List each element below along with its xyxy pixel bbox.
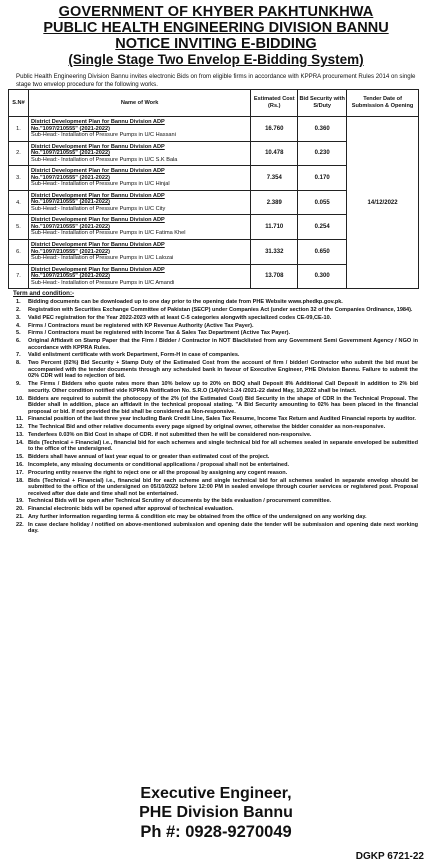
term-text: Technical Bids will be open after Technical Scrutiny of documents by the bids evaluation / procurement committee. [28,498,332,505]
term-item [16,338,418,351]
terms-list [16,299,418,535]
work-title: District Development Plan for Bannu Division ADP [30,119,165,126]
row-sn: 5. [9,215,29,240]
bidding-system-title: (Single Stage Two Envelop E-Bidding System) [68,52,364,67]
work-adp-number: No."1097/210555" (2021-2022) [30,150,110,157]
row-bid-security: 0.055 [298,190,347,215]
row-sn: 2. [9,141,29,166]
row-estimated-cost: 7.354 [251,166,298,191]
term-number: 11. [16,416,24,423]
signatory-phone: Ph #: 0928-9270049 [140,823,292,841]
work-sub-head: Sub-Head:- Installation of Pressure Pumps in U/C Fatima Khel [30,230,186,237]
division-title: PUBLIC HEALTH ENGINEERING DIVISION BANNU [43,20,389,36]
dgkp-reference: DGKP 6721-22 [355,851,424,862]
signature-block [0,784,432,842]
term-number: 10. [16,395,24,402]
work-sub-head: Sub-Head:- Installation of Pressure Pumps in U/C Hassani [30,132,176,139]
term-text: Original Affidavit on Stamp Paper that the Firm / Bidder / Contractor in NOT Blacklisted from any Government Semi Government Agency / NGO in accordance with KPPRA Rules. [28,338,418,351]
term-text: Procuring entity reserve the right to reject one or all the proposal by assigning any cogent reason. [28,469,288,476]
term-item [16,432,418,439]
term-text: Valid enlistment certificate with work Department, Form-H in case of companies. [28,352,240,359]
term-text: Any further information regarding terms & condition etc may be obtained from the office of the undersigned on any working day. [28,514,367,521]
term-number: 1. [16,299,21,306]
term-number: 13. [16,432,24,438]
work-sub-head: Sub-Head:- Installation of Pressure Pumps in U/C Amandi [30,279,175,286]
work-sub-head: Sub-Head:- Installation of Pressure Pumps in U/C City [30,205,166,212]
term-number: 2. [16,306,21,313]
term-item [16,424,418,431]
notice-header [0,0,432,68]
row-work [28,117,250,142]
term-number: 19. [16,498,24,505]
work-title: District Development Plan for Bannu Division ADP [30,168,165,175]
work-adp-number: No."1097/210555" (2021-2022) [30,174,110,181]
term-text: Financial electronic bids will be opened after approval of technical evaluation. [28,506,234,513]
header-tender-date: Tender Date of Submission & Opening [347,90,419,117]
signatory-designation: Executive Engineer, [140,785,292,802]
work-title: District Development Plan for Bannu Division ADP [30,192,165,199]
row-sn: 3. [9,166,29,191]
row-estimated-cost: 10.478 [251,141,298,166]
term-text: Bidders shall have annual of last year equal to or greater than estimated cost of the project. [28,454,270,461]
term-item [16,330,418,337]
term-number: 7. [16,352,21,359]
work-sub-head: Sub-Head:- Installation of Pressure Pumps in U/C Lalozai [30,255,174,262]
row-work [28,190,250,215]
term-text: Firms / Contractors must be registered with KP Revenue Authority (Active Tax Payer). [28,322,254,329]
term-item [16,315,418,322]
work-sub-head: Sub-Head:- Installation of Pressure Pumps in U/C S.K Bala [30,156,178,163]
tender-date-cell: 14/12/2022 [347,117,419,289]
row-sn: 1. [9,117,29,142]
term-number: 4. [16,322,21,329]
table-header-row [9,90,419,117]
term-item [16,381,418,394]
term-number: 21. [16,514,24,521]
term-number: 22. [16,521,24,528]
work-adp-number: No."1097/210555" (2021-2022) [30,125,110,132]
row-estimated-cost: 2.389 [251,190,298,215]
row-work [28,141,250,166]
term-text: Tenderfees 0.03% on Bid Cost in shape of CDR. if not submitted then he will be considered non-responsive. [28,432,312,438]
term-number: 14. [16,439,24,446]
row-bid-security: 0.254 [298,215,347,240]
row-estimated-cost: 16.760 [251,117,298,142]
work-title: District Development Plan for Bannu Division ADP [30,217,165,224]
term-number: 15. [16,454,24,461]
work-adp-number: No."1097/210555" (2021-2022) [30,273,110,280]
header-estimated-cost: Estimated Cost (Rs.) [251,90,298,117]
term-number: 16. [16,461,24,468]
government-title: GOVERNMENT OF KHYBER PAKHTUNKHWA [58,4,374,20]
row-bid-security: 0.170 [298,166,347,191]
term-number: 17. [16,469,24,476]
term-item [16,470,418,477]
row-work [28,239,250,264]
term-item [16,478,418,498]
term-number: 12. [16,424,24,431]
notice-title: NOTICE INVITING E-BIDDING [115,36,317,52]
term-text: Two Percent (02%) Bid Security + Stamp Duty of the Estimated Cost from the account of firm / bidder/ Contractor who submit the bid must be accompanied with the tender documents through any scheduled bank in favour of Executive Engineer, PHE Division Bannu. Failure to submit the 02% CDR will lead to rejection of bid. [28,360,418,380]
term-number: 5. [16,330,21,337]
table-row [9,117,419,142]
term-item [16,360,418,380]
header-name-of-work: Name of Work [28,90,250,117]
term-number: 6. [16,338,21,345]
term-text: In case declare holiday / notified on above-mentioned submission and opening date the tender will be submission and opening date next working day. [28,521,418,535]
term-text: Bidders are required to submit the photocopy of the 2% (of the Estimated Cost) Bid Security in the shape of CDR in the Technical Proposal. The Bidder shall in addition, place an affidavit in the technical proposal stating. "A Bid Security amounting to 02% has been placed in the financial proposal or bid. If not provided the bid shall be considered as Non-responsive. [28,395,418,415]
term-item [16,506,418,513]
row-sn: 6. [9,239,29,264]
term-number: 20. [16,506,24,513]
intro-paragraph: Public Health Engineering Division Bannu invites electronic Bids on from eligible firms in accordance with KPPRA procurement Rules 2014 on single stage two envelop procedure for the following works. [16,73,416,88]
term-text: Valid PEC registration for the Year 2022-2023 with at least C-5 categories alongwith specialized codes CE-09,CE-10. [28,314,332,321]
row-bid-security: 0.360 [298,117,347,142]
work-adp-number: No."1097/210555" (2021-2022) [30,248,110,255]
term-text: The Technical Bid and other relative documents every page signed by original owner, otherwise the bidder consider as non-responsive. [28,424,386,431]
works-table-body [9,117,419,289]
row-estimated-cost: 11.710 [251,215,298,240]
work-title: District Development Plan for Bannu Division ADP [30,266,165,273]
term-item [16,514,418,521]
term-text: Incomplete, any missing documents or conditional applications / proposal shall not be entertained. [28,461,290,468]
row-work [28,264,250,289]
term-number: 9. [16,381,21,388]
term-number: 8. [16,360,21,367]
row-work [28,166,250,191]
work-adp-number: No."1097/210555" (2021-2022) [30,223,110,230]
term-number: 3. [16,314,21,321]
term-number: 18. [16,477,24,484]
term-item [16,299,418,306]
row-work [28,215,250,240]
row-estimated-cost: 13.708 [251,264,298,289]
term-item [16,323,418,330]
row-bid-security: 0.230 [298,141,347,166]
term-item [16,352,418,359]
term-item [16,522,418,535]
term-text: Bids (Technical + Financial) i.e., financial bid for each schemes and single technical bid for all schemes sealed in separate enveloped be submitted to the office of the undersigned. [28,439,418,453]
signatory-office: PHE Division Bannu [139,804,293,821]
term-text: Bids (Technical + Financial) i.e., financial bid for each scheme and single technical bid for all schemes sealed in separate envelop should be submitted to the office of the undersigned on 05/10/2022 before 12:00 PM in sealed envelope through courier services or registered post. Proposal received after due date and time shall not be entertained. [28,477,418,497]
term-item [16,416,418,423]
work-title: District Development Plan for Bannu Division ADP [30,242,165,249]
row-sn: 7. [9,264,29,289]
work-adp-number: No."1097/210555" (2021-2022) [30,199,110,206]
footer [0,784,432,866]
work-sub-head: Sub-Head:- Installation of Pressure Pumps in U/C Hinjal [30,181,170,188]
term-item [16,307,418,314]
row-bid-security: 0.650 [298,239,347,264]
term-item [16,498,418,505]
terms-title: Term and condition:- [13,290,75,298]
term-item [16,396,418,416]
term-text: Firms / Contractors must be registered with Income Tax & Sales Tax Department (Active Tax Payer). [28,330,291,337]
row-bid-security: 0.300 [298,264,347,289]
header-bid-security: Bid Security with S/Duty [298,90,347,117]
term-text: The Firms / Bidders who quote rates more than 10% below up to 20% on BOQ shall Deposit 8% Additional Call Deposit in addition to 2% bid security. Other condition notified vide KPPRA Notification No. S.R.O (14)/Vol:1-24 /2021-22 dated May, 10,2022 shall be intact. [28,381,418,394]
term-text: Financial position of the last three year including Bank Credit Line, Sales Tax Resume, Income Tax Return and Audited Financial reports by auditor. [28,416,416,423]
work-title: District Development Plan for Bannu Division ADP [30,143,165,150]
term-item [16,440,418,453]
header-sn: S.N# [9,90,29,117]
row-sn: 4. [9,190,29,215]
term-text: Registration with Securities Exchange Committee of Pakistan (SECP) under Companies Act (under section 32 of the Companies Ordinance, 1984). [28,306,413,313]
term-item [16,454,418,461]
term-text: Bidding documents can be downloaded up to one day prior to the opening date from PHE Website www.phedkp.gov.pk. [28,299,343,306]
row-estimated-cost: 31.332 [251,239,298,264]
works-table [8,89,419,289]
term-item [16,462,418,469]
